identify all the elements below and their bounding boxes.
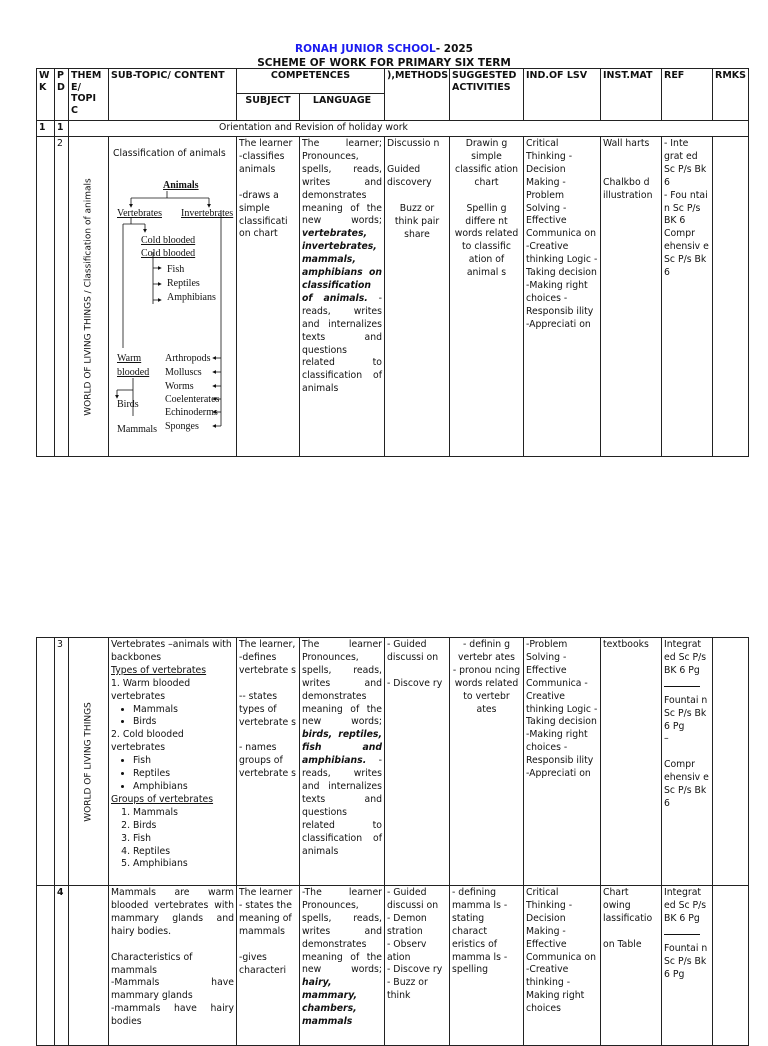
- diagram-vertebrates: Vertebrates: [117, 208, 162, 219]
- row4-activities: - defining mamma ls -stating charact eristics of mamma ls -spelling: [450, 886, 524, 1046]
- col-rmks: RMKS: [713, 69, 749, 121]
- row2-lsv: Critical Thinking -Decision Making -Problem Solving -Effective Communica on -Creative thinking Logic -Taking decision -Making right choices -Responsib ility -Appreciati on: [524, 137, 601, 457]
- row4-language: -The learner Pronounces, spells, reads, writes and demonstrates meaning of the new words; hairy, mammary, chambers, mammals: [300, 886, 385, 1046]
- col-ref: REF: [662, 69, 713, 121]
- row4-ref: Integrat ed Sc P/s BK 6 Pg Fountai n Sc P/s Bk 6 Pg: [662, 886, 713, 1046]
- scheme-table-bottom: [36, 637, 749, 1046]
- row2-ref: - Inte grat ed Sc P/s Bk 6 - Fou ntai n Sc P/s BK 6 Compr ehensiv e Sc P/s Bk 6: [662, 137, 713, 457]
- row4-instmat: Chart owing lassificatio on Table: [601, 886, 662, 1046]
- diagram-arthropods: Arthropods: [165, 353, 211, 364]
- diagram-reptiles: Reptiles: [167, 278, 200, 289]
- row2-subject: The learner -classifies animals -draws a simple classificati on chart: [237, 137, 300, 457]
- row2-content-title: Classification of animals: [113, 148, 226, 159]
- row4-content: Mammals are warm blooded vertebrates with mammary glands and hairy bodies. Characteristics of mammals -Mammals have mammary glands -mammals have hairy bodies: [109, 886, 237, 1046]
- diagram-cold-blooded-2: Cold blooded: [141, 248, 196, 259]
- row2-instmat: Wall harts Chalkbo d illustration: [601, 137, 662, 457]
- col-language: LANGUAGE: [300, 94, 385, 121]
- diagram-fish: Fish: [167, 264, 185, 275]
- diagram-animals: Animals: [163, 180, 199, 191]
- row3-methods: - Guided discussi on - Discove ry: [385, 638, 450, 886]
- row4-methods: - Guided discussi on - Demon stration - Observ ation - Discove ry - Buzz or think: [385, 886, 450, 1046]
- row2-pd: 2: [55, 137, 69, 457]
- list-item: 4. Reptiles: [133, 846, 234, 859]
- school-name: RONAH JUNIOR SCHOOL: [294, 43, 436, 55]
- table-row: [37, 638, 749, 886]
- row4-pd: 4: [55, 886, 69, 1046]
- diagram-sponges: Sponges: [165, 421, 199, 432]
- row3-rmks: [713, 638, 749, 886]
- row4-rmks: [713, 886, 749, 1046]
- list-item: 5. Amphibians: [133, 858, 234, 871]
- diagram-mammals: Mammals: [117, 424, 157, 435]
- row3-activities: - definin g vertebr ates - pronou ncing words related to vertebr ates: [450, 638, 524, 886]
- diagram-warm: Warm: [117, 353, 142, 364]
- diagram-coelenterates: Coelenterates: [165, 394, 220, 405]
- row3-content: Vertebrates –animals with backbones Types of vertebrates 1. Warm blooded vertebrates • Mammals • Birds 2. Cold blooded vertebrates • Fish • Reptiles • Amphibians Groups of vertebrates 1. Mammals 2. Birds 3. Fish 4. Reptiles 5. Amphibians: [109, 638, 237, 886]
- school-year: - 2025: [435, 43, 473, 55]
- diagram-amphibians: Amphibians: [167, 292, 216, 303]
- diagram-cold-blooded-1: Cold blooded: [141, 235, 196, 246]
- row1-wk: 1: [37, 121, 55, 137]
- table-row: [37, 886, 749, 1046]
- row3-ref: Integrat ed Sc P/s BK 6 Pg Fountai n Sc P/s Bk 6 Pg – Compr ehensiv e Sc P/s Bk 6: [662, 638, 713, 886]
- col-subject: SUBJECT: [237, 94, 300, 121]
- row3-lsv: -Problem Solving -Effective Communica -Creative thinking Logic -Taking decision -Making right choices -Responsib ility -Appreciati on: [524, 638, 601, 886]
- row4-subject: The learner - states the meaning of mammals -gives characteri: [237, 886, 300, 1046]
- scheme-subtitle: SCHEME OF WORK FOR PRIMARY SIX TERM: [257, 57, 511, 69]
- list-item: • Fish: [133, 755, 234, 768]
- list-item: • Amphibians: [133, 781, 234, 794]
- row2-language: The learner; Pronounces, spells, reads, writes and demonstrates meaning of the new words; vertebrates, invertebrates, mammals, amphibians on classification of animals. - reads, writes and internalizes texts and questions related to classification of animals: [300, 137, 385, 457]
- table-row: [37, 137, 749, 457]
- col-subtopic: SUB-TOPIC/ CONTENT: [109, 69, 237, 121]
- col-activities: SUGGESTED ACTIVITIES: [450, 69, 524, 121]
- col-instmat: INST.MAT: [601, 69, 662, 121]
- col-methods: ),METHODS: [385, 69, 450, 121]
- row4-language-words: hairy, mammary, chambers, mammals: [302, 977, 358, 1028]
- list-item: 3. Fish: [133, 833, 234, 846]
- row3-language: The learner Pronounces, spells, reads, writes and demonstrates meaning of the new words; birds, reptiles, fish and amphibians. - reads, writes and internalizes texts and questions related to classification of animals: [300, 638, 385, 886]
- list-item: • Reptiles: [133, 768, 234, 781]
- row1-orientation: Orientation and Revision of holiday work: [69, 121, 749, 137]
- classification-diagram: [109, 160, 236, 456]
- row2-rmks: [713, 137, 749, 457]
- row1-pd: 1: [55, 121, 69, 137]
- col-wk: W K: [37, 69, 55, 121]
- list-item: 1. Mammals: [133, 807, 234, 820]
- diagram-worms: Worms: [165, 381, 194, 392]
- row2-content: [109, 137, 237, 457]
- col-theme: THEM E/ TOPI C: [69, 69, 109, 121]
- col-pd: P D: [55, 69, 69, 121]
- row2-language-words: vertebrates, invertebrates, mammals, amphibians on classification of animals.: [302, 228, 382, 304]
- diagram-birds: Birds: [117, 399, 139, 410]
- row3-instmat: textbooks: [601, 638, 662, 886]
- list-item: 2. Birds: [133, 820, 234, 833]
- diagram-blooded: blooded: [117, 367, 150, 378]
- table-row: [37, 121, 749, 137]
- row3-language-words: birds, reptiles, fish and amphibians.: [302, 729, 382, 767]
- row3-subject: The learner, -defines vertebrate s -- states types of vertebrate s - names groups of vertebrate s: [237, 638, 300, 886]
- school-title: [0, 43, 768, 55]
- diagram-echinoderms: Echinoderms: [165, 407, 218, 418]
- list-item: • Mammals: [133, 704, 234, 717]
- header-row: [37, 69, 749, 94]
- row4-lsv: Critical Thinking -Decision Making -Effective Communica on -Creative thinking -Making right choices: [524, 886, 601, 1046]
- row2-methods: Discussio n Guided discovery Buzz or think pair share: [385, 137, 450, 457]
- col-lsv: IND.OF LSV: [524, 69, 601, 121]
- scheme-table-top: [36, 68, 749, 457]
- col-competences: COMPETENCES: [237, 69, 385, 94]
- row2-activities: Drawin g simple classific ation chart Spellin g differe nt words related to classific ation of animal s: [450, 137, 524, 457]
- row3-theme: WORLD OF LIVING THINGS: [69, 638, 109, 886]
- row3-pd: 3: [55, 638, 69, 886]
- diagram-molluscs: Molluscs: [165, 367, 202, 378]
- list-item: • Birds: [133, 716, 234, 729]
- row2-theme: WORLD OF LIVING THINGS / Classification of animals: [69, 137, 109, 457]
- diagram-invertebrates: Invertebrates: [181, 208, 234, 219]
